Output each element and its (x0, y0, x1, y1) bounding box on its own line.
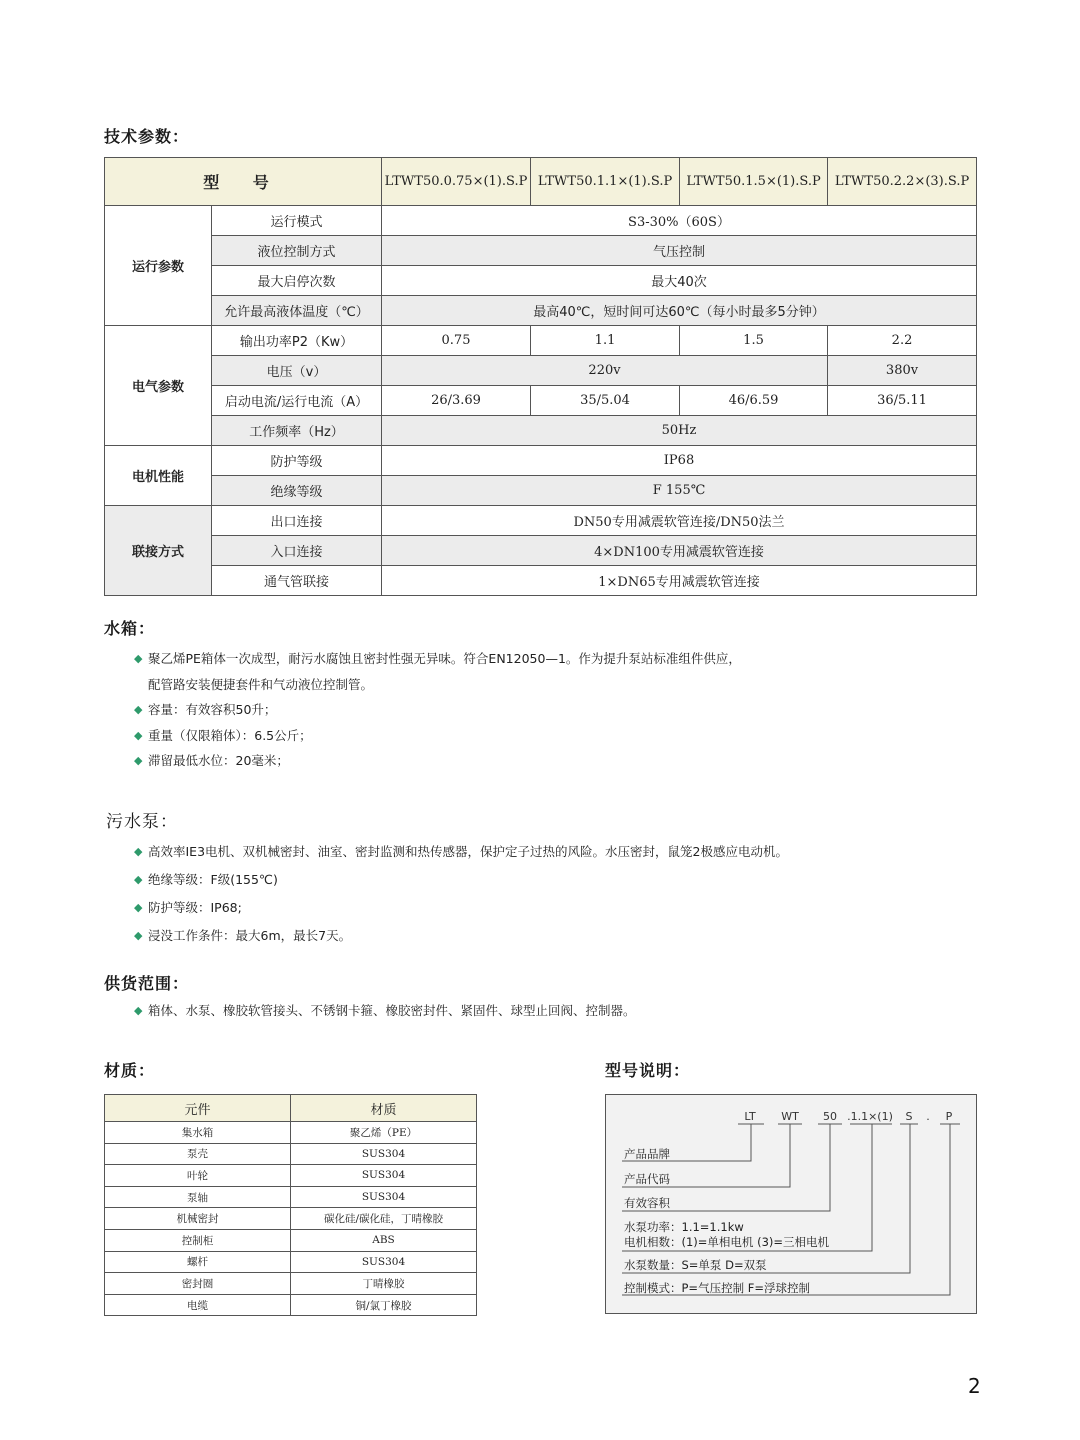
param-label: 绝缘等级 (212, 476, 382, 506)
material-heading: 材质： (104, 1061, 156, 1080)
param-value: 最大40次 (382, 266, 977, 296)
list-item-text: 容量：有效容积50升； (148, 702, 277, 717)
material-cell: SUS304 (291, 1143, 477, 1165)
model-name: LTWT50.0.75×(1).S.P (382, 158, 531, 206)
param-value: 1.5 (680, 326, 828, 356)
diamond-bullet-icon: ◆ (134, 754, 143, 767)
param-label: 最大启停次数 (212, 266, 382, 296)
diamond-bullet-icon: ◆ (134, 728, 143, 742)
param-value: 2.2 (828, 326, 977, 356)
material-cell: ABS (291, 1229, 477, 1251)
component-cell: 螺杆 (105, 1251, 291, 1273)
code-label: 水泵数量：S=单泵 D=双泵 (624, 1258, 767, 1272)
list-item (134, 866, 788, 894)
spec-row-outlet (105, 506, 977, 536)
material-cell: 碳化硅/碳化硅，丁晴橡胶 (291, 1208, 477, 1230)
column-header: 元件 (105, 1095, 291, 1122)
table-row (105, 1229, 477, 1251)
code-segment: LT (744, 1110, 756, 1123)
material-cell: SUS304 (291, 1186, 477, 1208)
column-header: 材质 (291, 1095, 477, 1122)
diamond-bullet-icon: ◆ (134, 901, 143, 914)
component-cell: 控制柜 (105, 1229, 291, 1251)
code-segment: S (905, 1110, 913, 1123)
list-item-text: 绝缘等级：F级(155℃) (148, 872, 278, 887)
component-cell: 电缆 (105, 1294, 291, 1316)
spec-row-current (105, 386, 977, 416)
param-value: 26/3.69 (382, 386, 531, 416)
list-item-text: 防护等级：IP68; (148, 900, 242, 915)
material-table (104, 1094, 477, 1316)
material-cell: SUS304 (291, 1165, 477, 1187)
spec-row-run-mode (105, 206, 977, 236)
component-cell: 泵壳 (105, 1143, 291, 1165)
param-label: 启动电流/运行电流（A） (212, 386, 382, 416)
material-cell: SUS304 (291, 1251, 477, 1273)
spec-row-frequency (105, 416, 977, 446)
component-cell: 机械密封 (105, 1208, 291, 1230)
list-item (134, 646, 741, 697)
page-number: 2 (968, 1374, 981, 1398)
code-segment: P (945, 1110, 953, 1123)
spec-row-protection (105, 446, 977, 476)
code-label: 控制模式：P=气压控制 F=浮球控制 (624, 1281, 810, 1295)
code-label: 电机相数：(1)=单相电机 (3)=三相电机 (624, 1235, 830, 1249)
list-item-text: 聚乙烯PE箱体一次成型，耐污水腐蚀且密封性强无异味。符合EN12050—1。作为提升泵站标准组件供应， (148, 651, 741, 666)
spec-table (104, 157, 977, 596)
spec-heading: 技术参数： (104, 127, 190, 146)
list-item-text: 箱体、水泵、橡胶软管接头、不锈钢卡箍、橡胶密封件、紧固件、球型止回阀、控制器。 (148, 1003, 636, 1018)
component-cell: 叶轮 (105, 1165, 291, 1187)
spec-row-max-starts (105, 266, 977, 296)
material-cell: 铜/氯丁橡胶 (291, 1294, 477, 1316)
param-value: S3-30%（60S） (382, 206, 977, 236)
group-connection: 联接方式 (105, 506, 212, 596)
param-value: IP68 (382, 446, 977, 476)
model-label: 型 号 (105, 158, 382, 206)
param-label: 通气管联接 (212, 566, 382, 596)
list-item-text: 高效率IE3电机、双机械密封、油室、密封监测和热传感器，保护定子过热的风险。水压密封，鼠笼2极感应电动机。 (148, 844, 788, 859)
spec-row-power (105, 326, 977, 356)
material-header-row (105, 1095, 477, 1122)
param-value: 46/6.59 (680, 386, 828, 416)
list-item-text: 浸没工作条件：最大6m，最长7天。 (148, 928, 352, 943)
tank-heading: 水箱： (104, 619, 156, 638)
param-label: 运行模式 (212, 206, 382, 236)
list-item-continuation: 配管路安装便捷套件和气动液位控制管。 (148, 676, 374, 692)
pump-heading: 污水泵： (106, 812, 178, 832)
list-item (134, 838, 788, 866)
table-row (105, 1186, 477, 1208)
list-item (134, 922, 788, 950)
param-label: 出口连接 (212, 506, 382, 536)
model-name: LTWT50.1.5×(1).S.P (680, 158, 828, 206)
code-label: 水泵功率：1.1=1.1kw (624, 1220, 744, 1234)
param-label: 电压（v） (212, 356, 382, 386)
param-value: 0.75 (382, 326, 531, 356)
param-value: 380v (828, 356, 977, 386)
component-cell: 集水箱 (105, 1122, 291, 1144)
model-code-diagram (606, 1095, 978, 1315)
param-label: 允许最高液体温度（℃） (212, 296, 382, 326)
table-row (105, 1208, 477, 1230)
param-label: 输出功率P2（Kw） (212, 326, 382, 356)
param-label: 液位控制方式 (212, 236, 382, 266)
param-value: 最高40℃，短时间可达60℃（每小时最多5分钟） (382, 296, 977, 326)
spec-header-row (105, 158, 977, 206)
model-explain-box (605, 1094, 977, 1314)
material-cell: 丁晴橡胶 (291, 1273, 477, 1295)
diamond-bullet-icon: ◆ (134, 652, 143, 665)
model-explain-heading: 型号说明： (605, 1061, 691, 1080)
diamond-bullet-icon: ◆ (134, 703, 143, 716)
code-label: 产品代码 (624, 1172, 670, 1186)
param-label: 入口连接 (212, 536, 382, 566)
param-value: 50Hz (382, 416, 977, 446)
param-value: DN50专用减震软管连接/DN50法兰 (382, 506, 977, 536)
spec-row-inlet (105, 536, 977, 566)
material-cell: 聚乙烯（PE） (291, 1122, 477, 1144)
list-item (134, 723, 741, 749)
spec-row-level-control (105, 236, 977, 266)
component-cell: 密封圈 (105, 1273, 291, 1295)
table-row (105, 1273, 477, 1295)
code-label: 产品品牌 (624, 1147, 670, 1161)
param-value: 35/5.04 (531, 386, 680, 416)
list-item (134, 748, 741, 774)
supply-list (134, 1001, 636, 1021)
spec-row-voltage (105, 356, 977, 386)
supply-heading: 供货范围： (104, 974, 190, 993)
diamond-bullet-icon: ◆ (134, 929, 143, 942)
pump-list (134, 838, 788, 950)
code-segment: . (926, 1110, 930, 1123)
list-item-text: 重量（仅限箱体）：6.5公斤； (148, 727, 312, 743)
diamond-bullet-icon: ◆ (134, 873, 143, 886)
list-item (134, 894, 788, 922)
param-label: 工作频率（Hz） (212, 416, 382, 446)
param-value: 1×DN65专用减震软管连接 (382, 566, 977, 596)
table-row (105, 1294, 477, 1316)
spec-row-insulation (105, 476, 977, 506)
code-segment: 50 (823, 1110, 837, 1123)
group-run-params: 运行参数 (105, 206, 212, 326)
diamond-bullet-icon: ◆ (134, 845, 143, 858)
code-segment: .1.1×(1) (847, 1110, 893, 1123)
table-row (105, 1143, 477, 1165)
group-electrical-params: 电气参数 (105, 326, 212, 446)
code-label: 有效容积 (624, 1196, 670, 1210)
table-row (105, 1122, 477, 1144)
param-value: 36/5.11 (828, 386, 977, 416)
table-row (105, 1251, 477, 1273)
table-row (105, 1165, 477, 1187)
param-label: 防护等级 (212, 446, 382, 476)
model-name: LTWT50.1.1×(1).S.P (531, 158, 680, 206)
spec-row-vent (105, 566, 977, 596)
param-value: 220v (382, 356, 828, 386)
param-value: F 155℃ (382, 476, 977, 506)
spec-row-max-temp (105, 296, 977, 326)
tank-list (134, 646, 741, 774)
list-item (134, 697, 741, 723)
code-segment: WT (781, 1110, 799, 1123)
list-item-text: 滞留最低水位：20毫米； (148, 753, 289, 768)
list-item (134, 1001, 636, 1021)
diamond-bullet-icon: ◆ (134, 1004, 143, 1017)
model-name: LTWT50.2.2×(3).S.P (828, 158, 977, 206)
component-cell: 泵轴 (105, 1186, 291, 1208)
group-motor-performance: 电机性能 (105, 446, 212, 506)
param-value: 4×DN100专用减震软管连接 (382, 536, 977, 566)
param-value: 1.1 (531, 326, 680, 356)
param-value: 气压控制 (382, 236, 977, 266)
